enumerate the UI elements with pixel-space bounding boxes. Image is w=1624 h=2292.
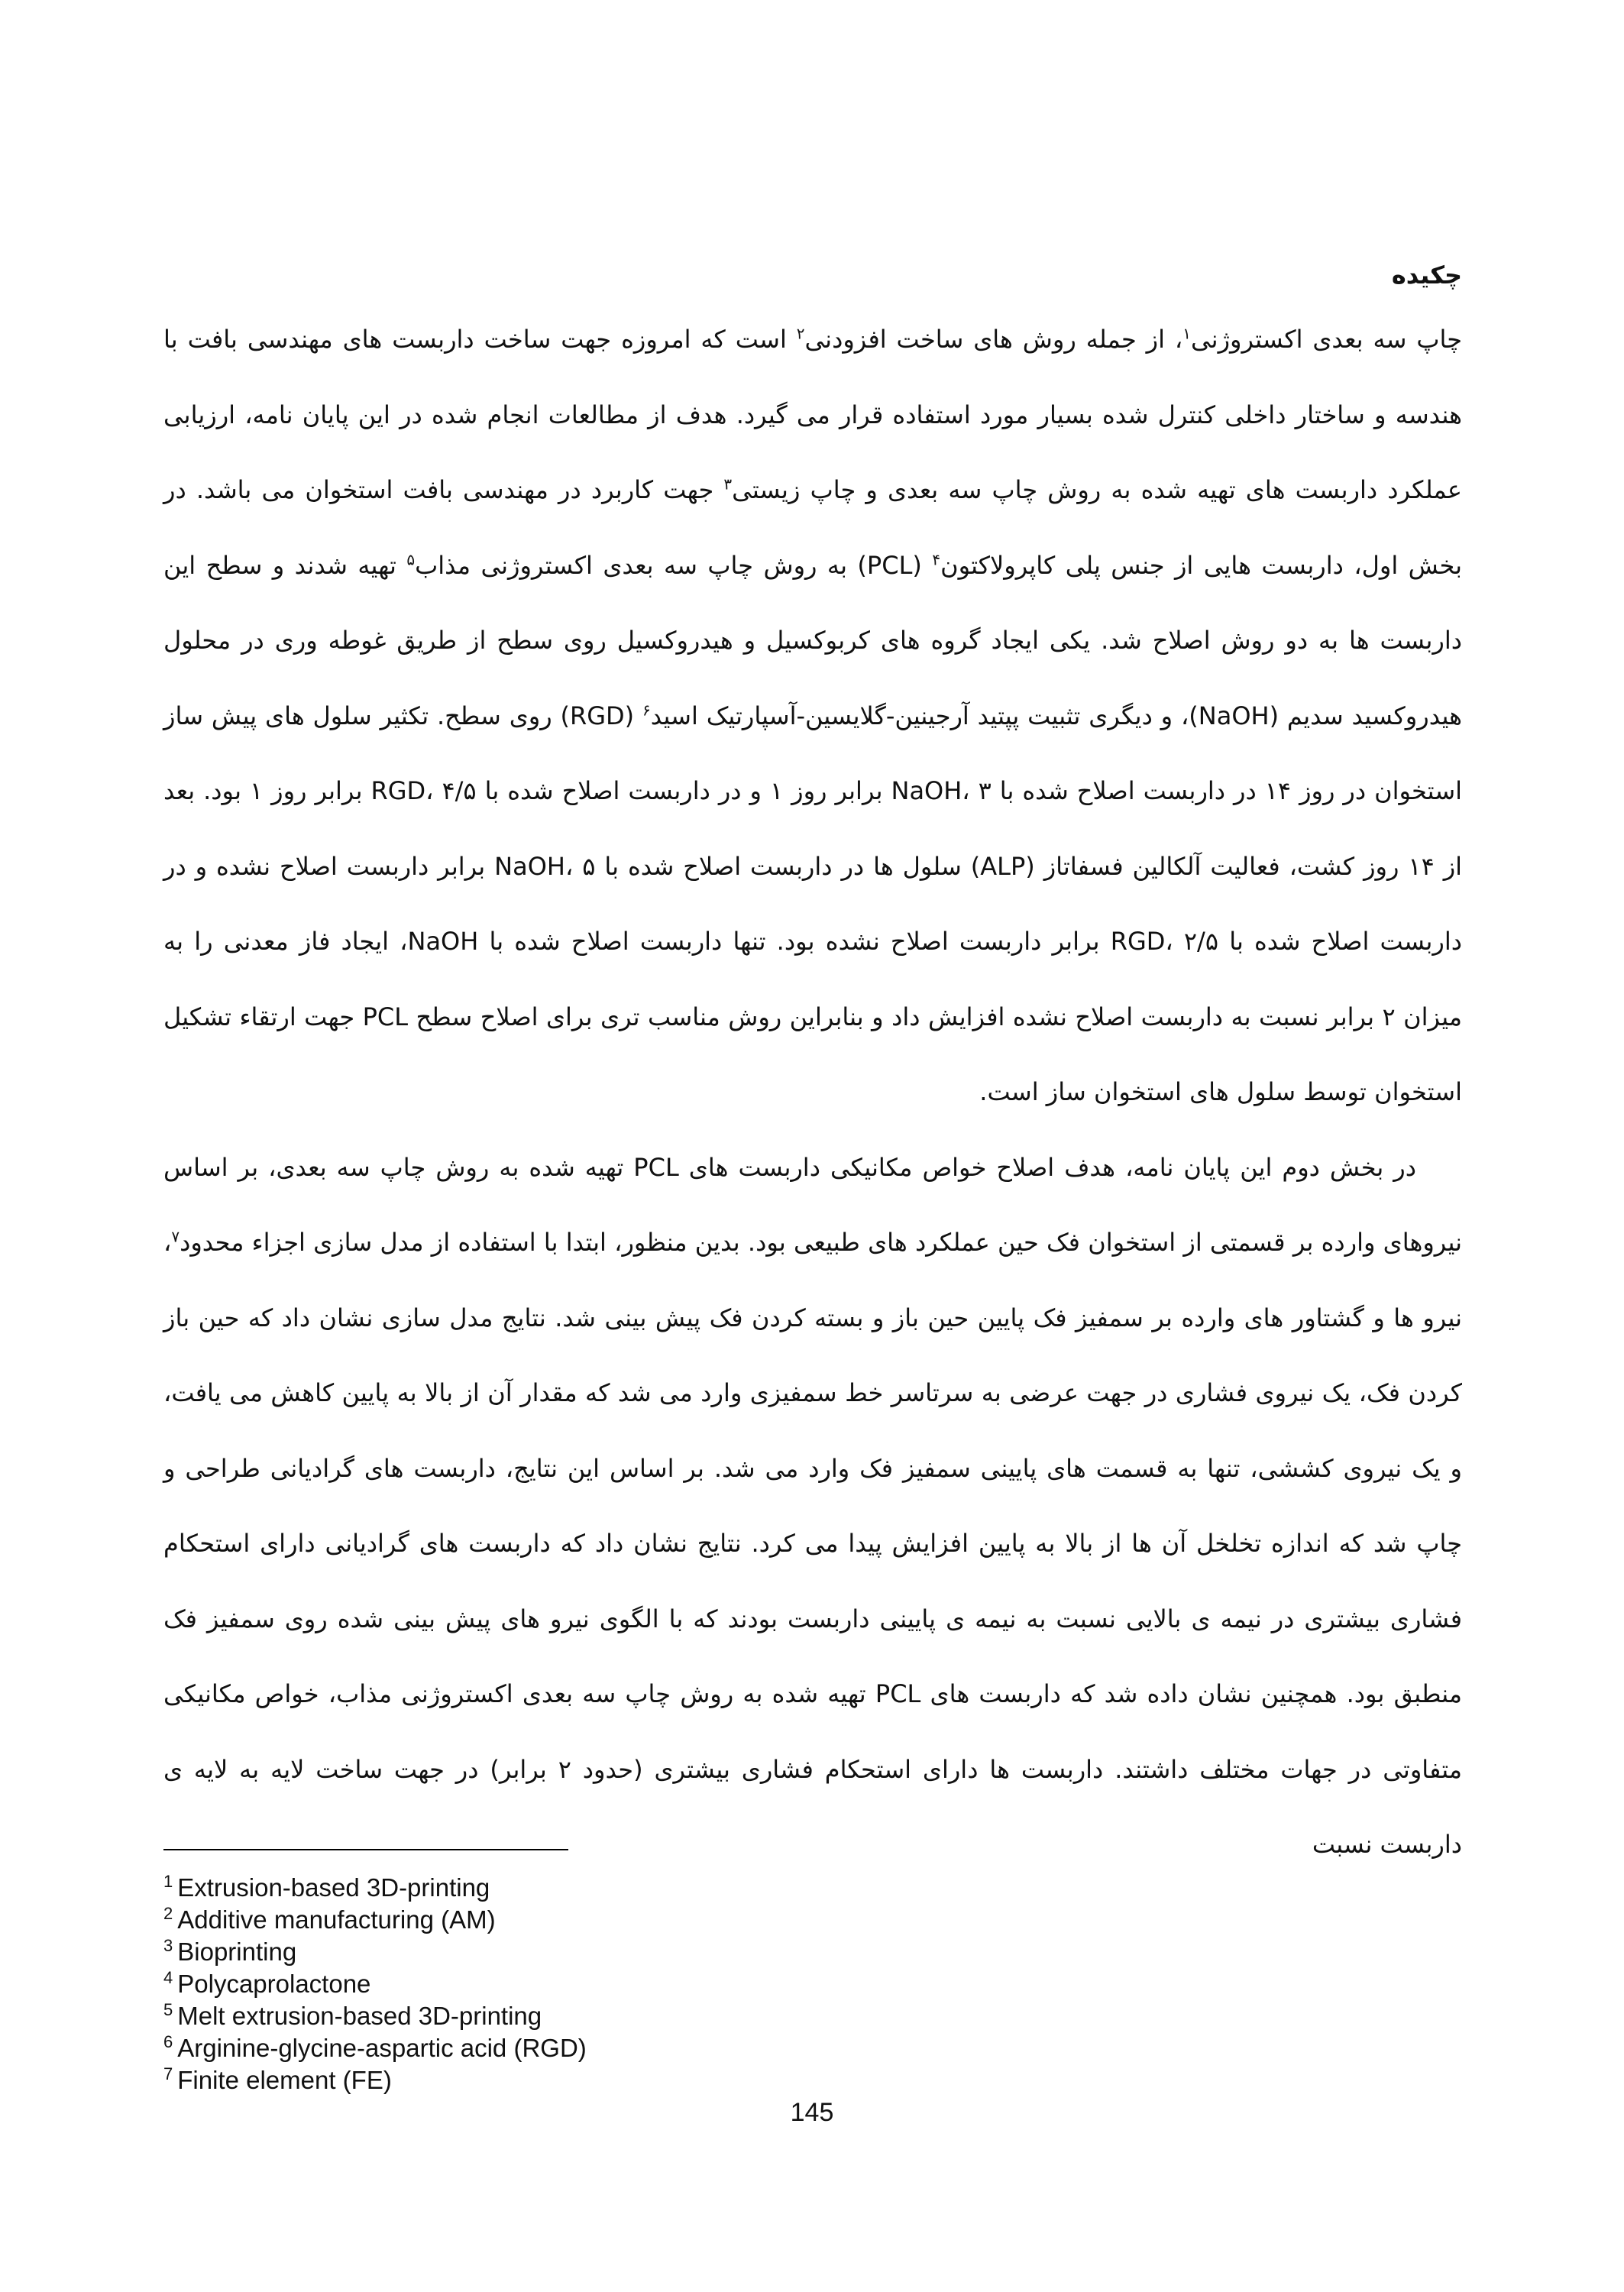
abstract-heading: چکیده — [1391, 261, 1462, 290]
abstract-body — [163, 302, 1462, 1882]
footnote-item — [163, 2032, 1080, 2064]
footnote-item — [163, 1936, 1080, 1968]
footnote-text: Arginine-glycine-aspartic acid (RGD) — [177, 2034, 587, 2062]
paragraph-text: (PCL) به روش چاپ سه بعدی اکستروژنی مذاب — [415, 550, 933, 580]
paragraph-text: تهیه شدند و سطح این داربست ها به دو روش اصلاح شد. یکی ایجاد گروه های کربوکسیل و هیدروکسیل روی سطح از طریق غوطه وری در محلول هیدروکسید سدیم (NaOH)، و دیگری تثبیت پپتید آرجینین-گلایسین-آسپارتیک اسید — [163, 550, 1463, 730]
footnote-text: Extrusion-based 3D-printing — [177, 1873, 490, 1902]
footnote-marker: ۴ — [932, 549, 941, 568]
footnote-item — [163, 1904, 1080, 1936]
footnote-text: Additive manufacturing (AM) — [177, 1905, 496, 1934]
footnotes — [163, 1872, 1080, 2096]
footnote-marker: ۳ — [723, 474, 733, 494]
paragraph-text: در بخش دوم این پایان نامه، هدف اصلاح خواص مکانیکی داربست های PCL تهیه شده به روش چاپ سه بعدی، بر اساس نیروهای وارده بر قسمتی از استخوان فک حین عملکرد های طبیعی بود. بدین منظور، ابتدا با استفاده از مدل سازی اجزاء محدود — [163, 1152, 1462, 1257]
paragraph-text: (RGD) روی سطح. تکثیر سلول های پیش ساز استخوان در روز ۱۴ در داربست اصلاح شده با NaOH، ۳ برابر روز ۱ و در داربست اصلاح شده با RGD، ۴/۵ برابر روز ۱ بود. بعد از ۱۴ روز کشت، فعالیت آلکالین فسفاتاز (ALP) سلول ها در داربست اصلاح شده با NaOH، ۵ برابر داربست اصلاح نشده و در داربست اصلاح شده با RGD، ۲/۵ برابر داربست اصلاح نشده بود. تنها داربست اصلاح شده با NaOH، ایجاد فاز معدنی را به میزان ۲ برابر نسبت به داربست اصلاح نشده افزایش داد و بنابراین روش مناسب تری برای اصلاح سطح PCL جهت ارتقاء تشکیل استخوان توسط سلول های استخوان ساز است. — [163, 701, 1463, 1106]
footnote-number: 4 — [163, 1968, 173, 1987]
footnote-number: 3 — [163, 1936, 173, 1955]
page-number: 145 — [790, 2098, 834, 2127]
paragraph-text: است که امروزه جهت ساخت داربست های مهندسی بافت با هندسه و ساختار داخلی کنترل شده بسیار مورد استفاده قرار می گیرد. هدف از مطالعات انجام شده در این پایان نامه، ارزیابی عملکرد داربست های تهیه شده به روش چاپ سه بعدی و چاپ زیستی — [163, 325, 1463, 504]
footnote-marker: ۶ — [642, 700, 651, 719]
footnote-text: Polycaprolactone — [177, 1970, 371, 1998]
body-paragraph — [163, 1130, 1462, 1882]
footnote-marker: ۷ — [171, 1227, 180, 1246]
footnote-item — [163, 1872, 1080, 1904]
footnote-number: 7 — [163, 2064, 173, 2083]
footnote-number: 5 — [163, 2000, 173, 2019]
footnote-text: Melt extrusion-based 3D-printing — [177, 2002, 542, 2030]
footnote-marker: ۵ — [406, 549, 416, 568]
body-paragraph — [163, 302, 1462, 1130]
paragraph-text: جهت کاربرد در مهندسی بافت استخوان می باشد. در بخش اول، داربست هایی از جنس پلی کاپرولاکتون — [163, 475, 1463, 580]
footnote-item — [163, 2000, 1080, 2032]
footnote-text: Finite element (FE) — [177, 2066, 392, 2094]
footnote-number: 2 — [163, 1904, 173, 1923]
footnote-marker: ۱ — [1182, 324, 1191, 343]
footnote-text: Bioprinting — [177, 1938, 297, 1966]
footnote-number: 6 — [163, 2032, 173, 2051]
footnote-number: 1 — [163, 1872, 173, 1891]
paragraph-text: ، نیرو ها و گشتاور های وارده بر سمفیز فک پایین حین باز و بسته کردن فک پیش بینی شد. نتایج مدل سازی نشان داد که حین باز کردن فک، یک نیروی فشاری در جهت عرضی به سرتاسر خط سمفیزی وارد می شد که مقدار آن از بالا به پایین کاهش می یافت، و یک نیروی کششی، تنها به قسمت های پایینی سمفیز فک وارد می شد. بر اساس این نتایج، داربست های گرادیانی طراحی و چاپ شد که اندازه تخلخل آن ها از بالا به پایین افزایش پیدا می کرد. نتایج نشان داد که داربست های گرادیانی دارای استحکام فشاری بیشتری در نیمه ی بالایی نسبت به نیمه ی پایینی داربست بودند که با الگوی نیرو های پیش بینی شده روی سمفیز فک منطبق بود. همچنین نشان داده شد که داربست های PCL تهیه شده به روش چاپ سه بعدی اکستروژنی مذاب، خواص مکانیکی متفاوتی در جهات مختلف داشتند. داربست ها دارای استحکام فشاری بیشتری (حدود ۲ برابر) در جهت ساخت لایه به لایه ی داربست نسبت — [163, 1228, 1463, 1859]
paragraph-text: چاپ سه بعدی اکستروژنی — [1190, 325, 1463, 354]
footnote-item — [163, 1968, 1080, 2000]
footnote-divider — [163, 1849, 568, 1850]
footnote-item — [163, 2064, 1080, 2096]
paragraph-text: ، از جمله روش های ساخت افزودنی — [804, 325, 1183, 354]
footnote-marker: ۲ — [796, 324, 805, 343]
